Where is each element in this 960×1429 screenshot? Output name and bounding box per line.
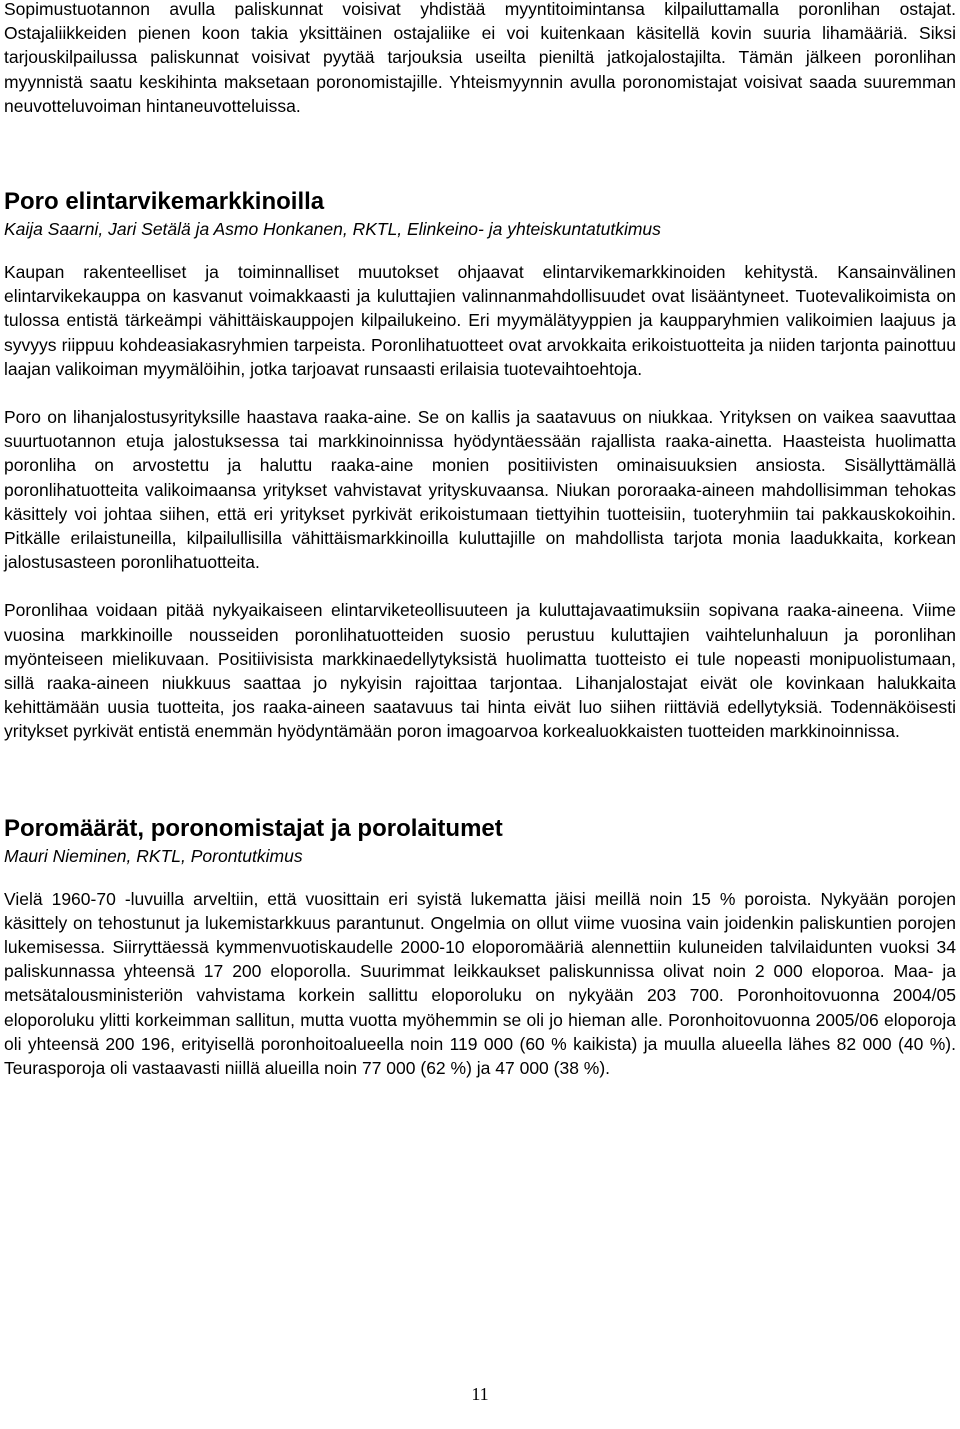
document-page	[4, 0, 956, 1080]
section-authors: Mauri Nieminen, RKTL, Porontutkimus	[4, 845, 303, 866]
section-paragraph: Vielä 1960-70 -luvuilla arveltiin, että vuosittain eri syistä lukematta jäisi meillä noin 15 % poroista. Nykyään porojen käsittely on tehostunut ja lukemistarkkuus parantunut. Ongelmia on ollut viime vuosina vain joidenkin paliskuntien porojen lukemisessa. Siirryttäessä kymmenvuotiskaudelle 2000-10 eloporomääriä alennettiin kuluneiden talvilaidunten vuoksi 34 paliskunnassa yhteensä 17 200 eloporolla. Suurimmat leikkaukset paliskunnissa olivat noin 2 000 eloporoa. Maa- ja metsätalousministeriön vahvistama korkein sallittu eloporoluku on nykyään 203 700. Poronhoitovuonna 2004/05 eloporoluku ylitti korkeimman sallitun, mutta vuotta myöhemmin se oli jo hieman alle. Poronhoitovuonna 2005/06 eloporoja oli yhteensä 200 196, erityisellä poronhoitoalueella noin 119 000 (60 % kaikista) ja muulla alueella lähes 82 000 (40 %). Teurasporoja oli vastaavasti niillä alueilla noin 77 000 (62 %) ja 47 000 (38 %).	[4, 888, 956, 1079]
page-number: 11	[471, 1384, 489, 1404]
section-paragraph: Poro on lihanjalostusyrityksille haastava raaka-aine. Se on kallis ja saatavuus on niukkaa. Yrityksen on vaikea saavuttaa suurtuotannon etuja jalostuksessa tai markkinoinnissa hyödyntäessään rajallista raaka-ainetta. Haasteista huolimatta poronliha on arvostettu ja haluttu raaka-aine monien positiivisten ominaisuuksien ansiosta. Sisällyttämällä poronlihatuotteita valikoimaansa yritykset vahvistavat yrityskuvaansa. Niukan pororaaka-aineen mahdollisimman tehokas käsittely voi johtaa siihen, että eri yritykset pyrkivät erikoistumaan tiettyihin tuotteisiin, tuoteryhmiin tai pakkauskokoihin. Pitkälle erilaistuneilla, kilpailullisilla vähittäismarkkinoilla kuluttajille on mahdollista tarjota monia laadukkaita, korkean jalostusasteen poronlihatuotteita.	[4, 407, 956, 573]
section-authors: Kaija Saarni, Jari Setälä ja Asmo Honkanen, RKTL, Elinkeino- ja yhteiskuntatutkimus	[4, 219, 661, 240]
intro-paragraph: Sopimustuotannon avulla paliskunnat voisivat yhdistää myyntitoimintansa kilpailuttamalla poronlihan ostajat. Ostajaliikkeiden pienen koon takia yksittäinen ostajaliike ei voi kuitenkaan käsitellä kovin suuria lihamääriä. Siksi tarjouskilpailussa paliskunnat voisivat pyytää tarjouksia useilta pieniltä jatkojalostajilta. Tämän jälkeen poronlihan myynnistä saatu keskihinta maksetaan poronomistajille. Yhteismyynnin avulla poronomistajat voisivat saada suuremman neuvotteluvoiman hintaneuvotteluissa.	[4, 0, 956, 116]
section-title-poro-elintarvikemarkkinoilla: Poro elintarvikemarkkinoilla	[4, 188, 325, 216]
section-paragraph: Poronlihaa voidaan pitää nykyaikaiseen elintarviketeollisuuteen ja kuluttajavaatimuksiin sopivana raaka-aineena. Viime vuosina markkinoille nousseiden poronlihatuotteiden suosio perustuu kuluttajien vaihtelunhaluun ja poronlihan myönteiseen mielikuvaan. Positiivisista markkinaedellytyksistä huolimatta tuotteisto ei tule nopeasti monipuolistumaan, sillä raaka-aineen niukkuus saattaa jo nykyisin rajoittaa tarjontaa. Lihanjalostajat eivät ole kovinkaan halukkaita kehittämään uusia tuotteita, jos raaka-aineen saatavuus tai hinta eivät luo siihen riittäviä edellytyksiä. Todennäköisesti yritykset pyrkivät entistä enemmän hyödyntämään poron imagoarvoa korkealuokkaisten tuotteiden markkinoinnissa.	[4, 600, 956, 742]
section-title-poromaarat: Poromäärät, poronomistajat ja porolaitumet	[4, 814, 503, 842]
section-paragraph: Kaupan rakenteelliset ja toiminnalliset muutokset ohjaavat elintarvikemarkkinoiden kehitystä. Kansainvälinen elintarvikekauppa on kasvanut voimakkaasti ja kuluttajien valinnanmahdollisuudet ovat lisääntyneet. Tuotevalikoimista on tulossa entistä tärkeämpi vähittäiskauppojen kilpailukeino. Eri myymälätyyppien ja kaupparyhmien valikoimien laajuus ja syvyys riippuu kohdeasiakasryhmien tarpeista. Poronlihatuotteet ovat arvokkaita erikoistuotteita ja niiden tarjonta painottuu laajan valikoiman myymälöihin, jotka tarjoavat runsaasti erilaisia tuotevaihtoehtoja.	[4, 262, 956, 379]
